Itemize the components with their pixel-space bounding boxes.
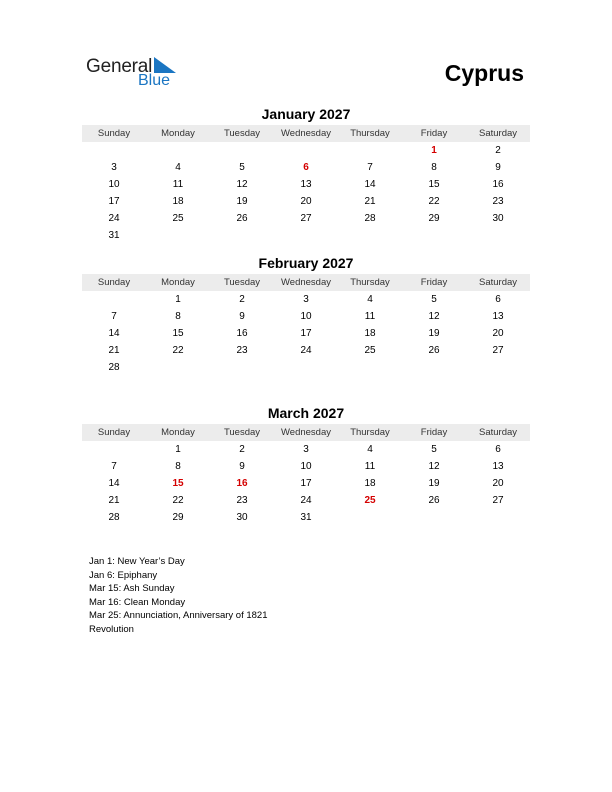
day-cell: 23 — [492, 196, 504, 207]
day-cell: 19 — [428, 478, 440, 489]
week-row — [82, 308, 530, 325]
day-cell: 2 — [239, 444, 245, 455]
day-cell: 16 — [236, 328, 248, 339]
day-cell: 26 — [428, 495, 440, 506]
weekday-label: Thursday — [350, 427, 390, 438]
day-cell: 29 — [428, 213, 440, 224]
week-row — [82, 159, 530, 176]
day-cell: 5 — [431, 294, 437, 305]
day-cell: 5 — [431, 444, 437, 455]
week-row — [82, 142, 530, 159]
empty-day-cell — [338, 509, 402, 526]
day-cell: 31 — [108, 230, 120, 241]
weekday-label: Tuesday — [223, 427, 261, 438]
day-cell: 3 — [303, 444, 309, 455]
week-rows — [82, 142, 530, 244]
empty-day-cell — [146, 142, 210, 159]
weekday-header-row — [82, 125, 530, 142]
weekday-label: Tuesday — [223, 277, 261, 288]
empty-day-cell — [466, 227, 530, 244]
day-cell: 6 — [303, 162, 309, 173]
empty-day-cell — [210, 359, 274, 376]
generalblue-logo — [86, 56, 186, 92]
day-cell: 21 — [364, 196, 376, 207]
day-cell: 1 — [175, 294, 181, 305]
day-cell: 26 — [236, 213, 248, 224]
day-cell: 27 — [300, 213, 312, 224]
empty-day-cell — [274, 227, 338, 244]
weekday-label: Monday — [161, 128, 195, 139]
day-cell: 15 — [428, 179, 440, 190]
day-cell: 20 — [492, 478, 504, 489]
day-cell: 10 — [300, 311, 312, 322]
day-cell: 15 — [172, 478, 184, 489]
day-cell: 25 — [364, 345, 376, 356]
empty-day-cell — [274, 359, 338, 376]
day-cell: 4 — [367, 444, 373, 455]
day-cell: 18 — [364, 478, 376, 489]
day-cell: 6 — [495, 294, 501, 305]
day-cell: 14 — [108, 478, 120, 489]
day-cell: 9 — [495, 162, 501, 173]
week-row — [82, 342, 530, 359]
logo-blue-text: Blue — [138, 72, 171, 89]
day-cell: 9 — [239, 311, 245, 322]
weekday-label: Tuesday — [223, 128, 261, 139]
empty-day-cell — [466, 509, 530, 526]
day-cell: 9 — [239, 461, 245, 472]
day-cell: 30 — [492, 213, 504, 224]
weekday-label: Wednesday — [281, 277, 331, 288]
day-cell: 27 — [492, 495, 504, 506]
weekday-label: Monday — [161, 277, 195, 288]
weekday-header-row — [82, 274, 530, 291]
day-cell: 14 — [364, 179, 376, 190]
logo-general-text: General — [86, 56, 153, 77]
day-cell: 22 — [428, 196, 440, 207]
day-cell: 31 — [300, 512, 312, 523]
holiday-note: Mar 25: Annunciation, Anniversary of 1821 — [89, 610, 268, 621]
day-cell: 30 — [236, 512, 248, 523]
day-cell: 12 — [428, 311, 440, 322]
day-cell: 22 — [172, 495, 184, 506]
weekday-label: Monday — [161, 427, 195, 438]
day-cell: 18 — [172, 196, 184, 207]
week-row — [82, 227, 530, 244]
day-cell: 24 — [300, 495, 312, 506]
week-row — [82, 193, 530, 210]
empty-day-cell — [338, 359, 402, 376]
week-row — [82, 325, 530, 342]
week-rows — [82, 291, 530, 376]
day-cell: 12 — [428, 461, 440, 472]
day-cell: 18 — [364, 328, 376, 339]
holiday-note: Mar 16: Clean Monday — [89, 596, 186, 608]
week-row — [82, 492, 530, 509]
holiday-note: Revolution — [89, 623, 134, 635]
day-cell: 16 — [492, 179, 504, 190]
day-cell: 7 — [367, 162, 373, 173]
day-cell: 5 — [239, 162, 245, 173]
weekday-label: Friday — [420, 277, 448, 288]
day-cell: 10 — [108, 179, 120, 190]
weekday-label: Saturday — [478, 427, 518, 438]
day-cell: 12 — [236, 179, 248, 190]
day-cell: 13 — [492, 461, 504, 472]
day-cell: 1 — [431, 145, 437, 156]
day-cell: 4 — [367, 294, 373, 305]
month-block — [82, 255, 530, 376]
week-row — [82, 441, 530, 458]
weekday-label: Sunday — [97, 128, 131, 139]
day-cell: 19 — [428, 328, 440, 339]
empty-day-cell — [210, 142, 274, 159]
day-cell: 21 — [108, 345, 120, 356]
day-cell: 8 — [431, 162, 437, 173]
month-title: January 2027 — [261, 106, 351, 122]
week-rows — [82, 441, 530, 526]
weekday-label: Saturday — [478, 277, 518, 288]
day-cell: 3 — [111, 162, 117, 173]
day-cell: 21 — [108, 495, 120, 506]
day-cell: 11 — [364, 311, 376, 322]
day-cell: 6 — [495, 444, 501, 455]
empty-day-cell — [402, 227, 466, 244]
day-cell: 22 — [172, 345, 184, 356]
day-cell: 10 — [300, 461, 312, 472]
day-cell: 20 — [300, 196, 312, 207]
week-row — [82, 458, 530, 475]
day-cell: 25 — [172, 213, 184, 224]
day-cell: 7 — [111, 311, 117, 322]
day-cell: 14 — [108, 328, 120, 339]
empty-day-cell — [146, 359, 210, 376]
weekday-label: Sunday — [97, 427, 131, 438]
day-cell: 19 — [236, 196, 248, 207]
month-title: March 2027 — [267, 405, 345, 421]
day-cell: 8 — [175, 461, 181, 472]
empty-day-cell — [210, 227, 274, 244]
day-cell: 28 — [108, 362, 120, 373]
empty-day-cell — [82, 441, 146, 458]
week-row — [82, 509, 530, 526]
week-row — [82, 176, 530, 193]
empty-day-cell — [82, 142, 146, 159]
empty-day-cell — [338, 227, 402, 244]
logo-triangle-icon — [154, 57, 176, 73]
day-cell: 24 — [108, 213, 120, 224]
day-cell: 4 — [175, 162, 181, 173]
country-title: Cyprus — [444, 60, 524, 86]
empty-day-cell — [82, 291, 146, 308]
holiday-note: Mar 15: Ash Sunday — [89, 583, 175, 594]
day-cell: 29 — [172, 512, 184, 523]
week-row — [82, 291, 530, 308]
holiday-note: Jan 6: Epiphany — [89, 569, 158, 581]
month-title: February 2027 — [258, 255, 354, 271]
week-row — [82, 359, 530, 376]
day-cell: 3 — [303, 294, 309, 305]
day-cell: 2 — [495, 145, 501, 156]
weekday-label: Friday — [420, 427, 448, 438]
empty-day-cell — [146, 227, 210, 244]
day-cell: 11 — [364, 461, 376, 472]
day-cell: 8 — [175, 311, 181, 322]
empty-day-cell — [274, 142, 338, 159]
week-row — [82, 475, 530, 492]
day-cell: 24 — [300, 345, 312, 356]
day-cell: 23 — [236, 495, 248, 506]
day-cell: 28 — [108, 512, 120, 523]
weekday-label: Sunday — [97, 277, 131, 288]
weekday-label: Thursday — [350, 128, 390, 139]
day-cell: 15 — [172, 328, 184, 339]
day-cell: 2 — [239, 294, 245, 305]
day-cell: 25 — [364, 495, 376, 506]
day-cell: 17 — [300, 478, 312, 489]
weekday-header-row — [82, 424, 530, 441]
day-cell: 1 — [175, 444, 181, 455]
empty-day-cell — [402, 359, 466, 376]
weekday-label: Wednesday — [281, 128, 331, 139]
holiday-note: Jan 1: New Year’s Day — [89, 556, 185, 567]
day-cell: 28 — [364, 213, 376, 224]
day-cell: 17 — [300, 328, 312, 339]
weekday-label: Saturday — [478, 128, 518, 139]
day-cell: 13 — [300, 179, 312, 190]
empty-day-cell — [338, 142, 402, 159]
day-cell: 16 — [236, 478, 248, 489]
month-block — [82, 405, 530, 526]
weekday-label: Wednesday — [281, 427, 331, 438]
weekday-label: Friday — [420, 128, 448, 139]
day-cell: 11 — [172, 179, 184, 190]
empty-day-cell — [402, 509, 466, 526]
day-cell: 17 — [108, 196, 120, 207]
day-cell: 23 — [236, 345, 248, 356]
day-cell: 20 — [492, 328, 504, 339]
month-block — [82, 106, 530, 244]
week-row — [82, 210, 530, 227]
empty-day-cell — [466, 359, 530, 376]
day-cell: 7 — [111, 461, 117, 472]
day-cell: 13 — [492, 311, 504, 322]
day-cell: 27 — [492, 345, 504, 356]
day-cell: 26 — [428, 345, 440, 356]
weekday-label: Thursday — [350, 277, 390, 288]
holiday-notes — [89, 555, 268, 636]
